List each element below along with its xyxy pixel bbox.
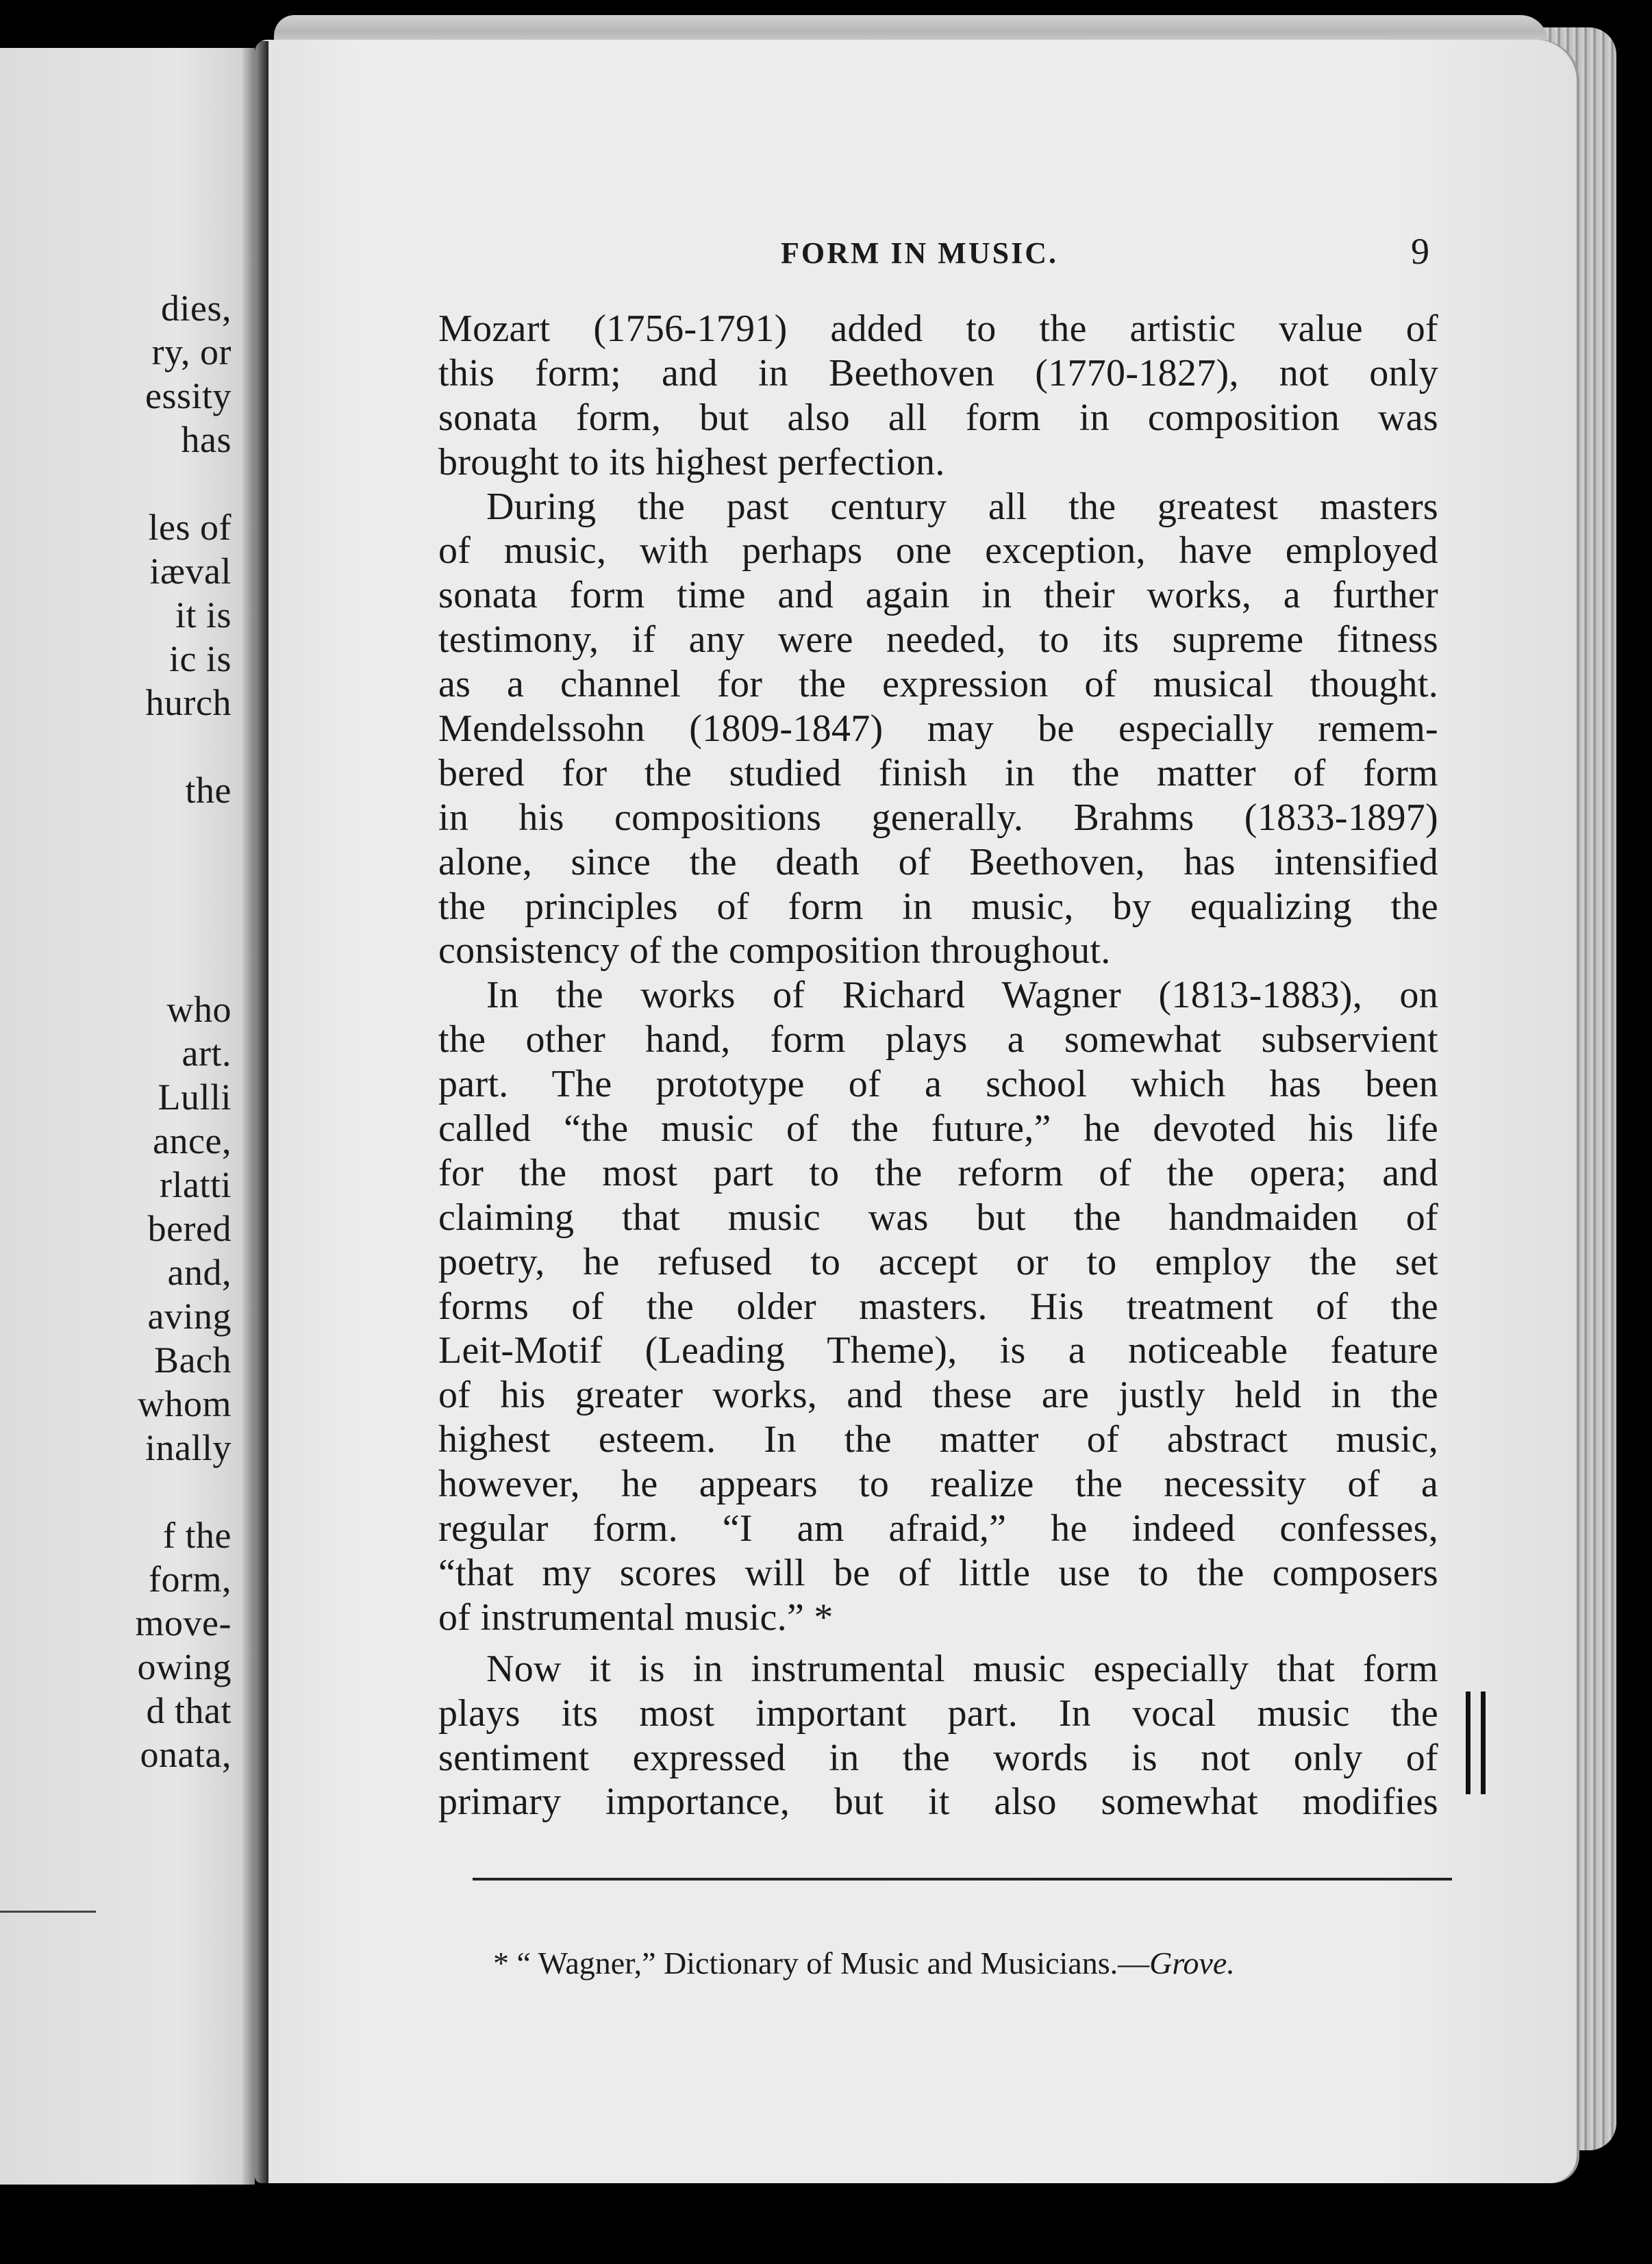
running-title: FORM IN MUSIC. (781, 236, 1058, 270)
text-line: the other hand, form plays a somewhat subservient (438, 1018, 1438, 1061)
left-page-line-fragment: ic is (169, 638, 231, 679)
text-line: alone, since the death of Beethoven, has intensified (438, 840, 1438, 883)
left-page-line-fragment: onata, (140, 1734, 231, 1775)
footnote (493, 1945, 1235, 1981)
text-line: sentiment expressed in the words is not only of (438, 1736, 1438, 1779)
text-line: part. The prototype of a school which has been (438, 1063, 1438, 1106)
text-line: sonata form time and again in their works, a further (438, 574, 1438, 617)
left-page-line-fragment: the (185, 770, 231, 811)
left-page-line-fragment: art. (182, 1033, 231, 1074)
left-footnote-rule (0, 1911, 96, 1913)
text-line: Now it is in instrumental music especially that form (486, 1647, 1438, 1690)
left-page-line-fragment: ance, (153, 1120, 231, 1161)
text-line: of his greater works, and these are justly held in the (438, 1374, 1438, 1417)
left-page-line-fragment: has (181, 419, 231, 460)
left-page-line-fragment: Bach (154, 1339, 231, 1381)
text-line: bered for the studied finish in the matter of form (438, 751, 1438, 794)
text-line: in his compositions generally. Brahms (1833-1897) (438, 796, 1438, 839)
left-page-line-fragment: and, (167, 1252, 231, 1293)
text-line: of instrumental music.” * (438, 1596, 834, 1639)
text-line: Mozart (1756-1791) added to the artistic value of (438, 307, 1438, 350)
left-page-line-fragment: essity (145, 375, 231, 416)
left-page-line-fragment: les of (148, 507, 231, 548)
page-number: 9 (1411, 231, 1429, 272)
text-line: poetry, he refused to accept or to employ the set (438, 1240, 1438, 1283)
left-page-line-fragment: whom (138, 1383, 231, 1424)
left-page-line-fragment: d that (146, 1690, 231, 1731)
left-page-line-fragment: Lulli (158, 1077, 231, 1118)
text-line: consistency of the composition throughout. (438, 929, 1111, 972)
left-page-line-fragment: inally (145, 1427, 231, 1468)
text-line: During the past century all the greatest masters (486, 485, 1438, 528)
left-page-line-fragment: owing (137, 1646, 231, 1687)
text-line: “that my scores will be of little use to the composers (438, 1551, 1438, 1594)
text-line: of music, with perhaps one exception, have employed (438, 529, 1438, 573)
footnote-rule (473, 1878, 1452, 1881)
footnote-text: “ Wagner,” Dictionary of Music and Musicians.— (509, 1946, 1150, 1980)
left-page-line-fragment: hurch (145, 682, 231, 723)
footnote-marker: * (493, 1946, 509, 1980)
left-page-line-fragment: move- (135, 1602, 231, 1644)
text-line: the principles of form in music, by equalizing the (438, 885, 1438, 928)
text-line: plays its most important part. In vocal music the (438, 1691, 1438, 1735)
text-line: however, he appears to realize the necessity of a (438, 1463, 1438, 1506)
text-line: brought to its highest perfection. (438, 440, 945, 483)
text-line: as a channel for the expression of musical thought. (438, 663, 1438, 706)
text-line: regular form. “I am afraid,” he indeed confesses, (438, 1507, 1438, 1550)
text-line: Leit-Motif (Leading Theme), is a noticeable feature (438, 1329, 1438, 1372)
left-page-line-fragment: rlatti (160, 1164, 231, 1205)
text-line: testimony, if any were needed, to its supreme fitness (438, 618, 1438, 662)
gutter-shadow (241, 41, 268, 2191)
text-line: this form; and in Beethoven (1770-1827), not only (438, 351, 1438, 394)
left-page-line-fragment: it is (175, 594, 231, 636)
footnote-source: Grove. (1149, 1946, 1235, 1980)
text-line: claiming that music was but the handmaiden of (438, 1196, 1438, 1239)
text-line: primary importance, but it also somewhat modifies (438, 1781, 1438, 1824)
text-line: forms of the older masters. His treatment of the (438, 1285, 1438, 1328)
left-page-line-fragment: ry, or (151, 331, 231, 373)
left-facing-page (0, 48, 255, 2185)
text-line: for the most part to the reform of the opera; and (438, 1151, 1438, 1194)
left-page-line-fragment: who (166, 989, 231, 1030)
body-text (438, 307, 1438, 1824)
left-page-line-fragment: dies, (161, 288, 231, 329)
left-page-line-fragment: aving (147, 1296, 231, 1337)
text-line: sonata form, but also all form in composition was (438, 396, 1438, 439)
left-page-line-fragment: f the (163, 1515, 231, 1556)
left-page-line-fragment: iæval (149, 551, 231, 592)
margin-bar-mark (1466, 1691, 1492, 1794)
left-page-line-fragment: form, (149, 1559, 231, 1600)
text-line: called “the music of the future,” he devoted his life (438, 1107, 1438, 1150)
left-page-line-fragment: bered (147, 1208, 231, 1249)
text-line: Mendelssohn (1809-1847) may be especially remem- (438, 707, 1438, 751)
text-line: In the works of Richard Wagner (1813-1883), on (486, 974, 1438, 1017)
text-line: highest esteem. In the matter of abstract music, (438, 1418, 1438, 1461)
